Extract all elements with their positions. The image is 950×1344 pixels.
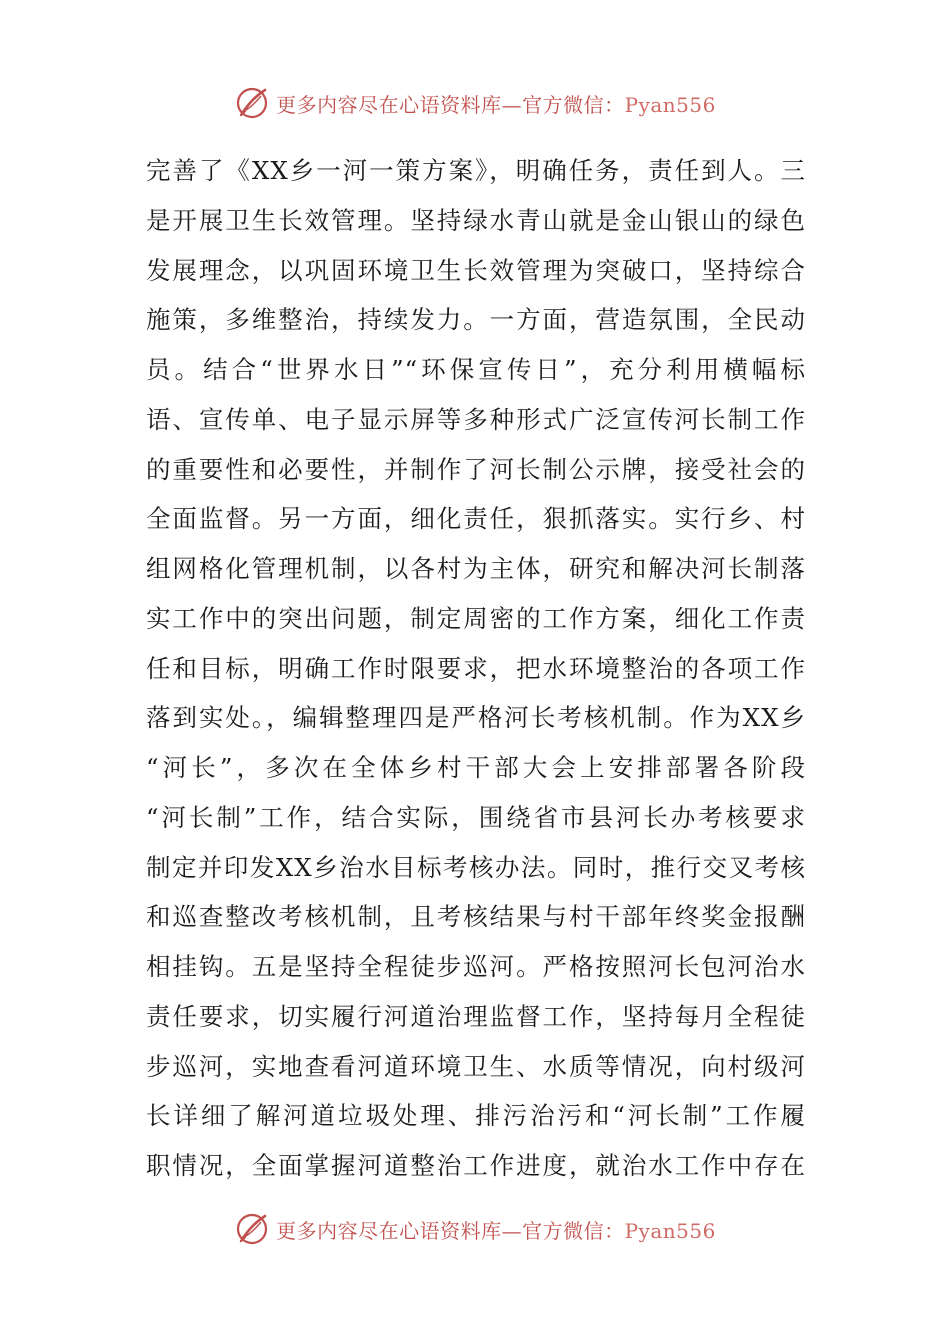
quill-logo-icon [234, 85, 270, 121]
body-line: “河长制”工作，结合实际，围绕省市县河长办考核要求 [146, 802, 806, 832]
header-banner-text: 更多内容尽在心语资料库—官方微信：Pyan556 [276, 92, 716, 117]
body-line: 的重要性和必要性，并制作了河长制公示牌，接受社会的 [146, 454, 806, 484]
footer-banner [0, 1209, 950, 1249]
document-body [146, 146, 806, 1191]
body-line: 是开展卫生长效管理。坚持绿水青山就是金山银山的绿色 [146, 205, 806, 235]
body-line: 相挂钩。五是坚持全程徒步巡河。严格按照河长包河治水 [146, 952, 806, 981]
body-line: 员。结合“世界水日”“环保宣传日”，充分利用横幅标 [146, 355, 806, 384]
body-line: 任和目标，明确工作时限要求，把水环境整治的各项工作 [146, 653, 806, 683]
body-line: 发展理念，以巩固环境卫生长效管理为突破口，坚持综合 [146, 255, 806, 285]
quill-logo-icon [234, 1211, 270, 1247]
body-line: 全面监督。另一方面，细化责任，狠抓落实。实行乡、村 [146, 504, 806, 534]
body-line: 组网格化管理机制，以各村为主体，研究和解决河长制落 [146, 554, 806, 583]
body-line: 实工作中的突出问题，制定周密的工作方案，细化工作责 [146, 603, 806, 633]
body-line: “河长”，多次在全体乡村干部大会上安排部署各阶段 [146, 753, 806, 782]
body-line: 制定并印发XX乡治水目标考核办法。同时，推行交叉考核 [146, 852, 806, 882]
body-line: 长详细了解河道垃圾处理、排污治污和“河长制”工作履 [146, 1101, 806, 1131]
body-line: 步巡河，实地查看河道环境卫生、水质等情况，向村级河 [146, 1051, 806, 1081]
footer-banner-text: 更多内容尽在心语资料库—官方微信：Pyan556 [276, 1218, 716, 1243]
body-line: 完善了《XX乡一河一策方案》，明确任务，责任到人。三 [146, 156, 806, 185]
body-line: 职情况，全面掌握河道整治工作进度，就治水工作中存在 [146, 1151, 806, 1180]
header-banner [0, 83, 950, 123]
body-line: 和巡查整改考核机制，且考核结果与村干部年终奖金报酬 [146, 902, 806, 932]
body-line: 施策，多维整治，持续发力。一方面，营造氛围，全民动 [146, 305, 806, 335]
body-line: 落到实处。，编辑整理四是严格河长考核机制。作为XX乡 [146, 703, 806, 733]
body-line: 责任要求，切实履行河道治理监督工作，坚持每月全程徒 [146, 1001, 806, 1031]
body-line: 语、宣传单、电子显示屏等多种形式广泛宣传河长制工作 [146, 404, 806, 434]
